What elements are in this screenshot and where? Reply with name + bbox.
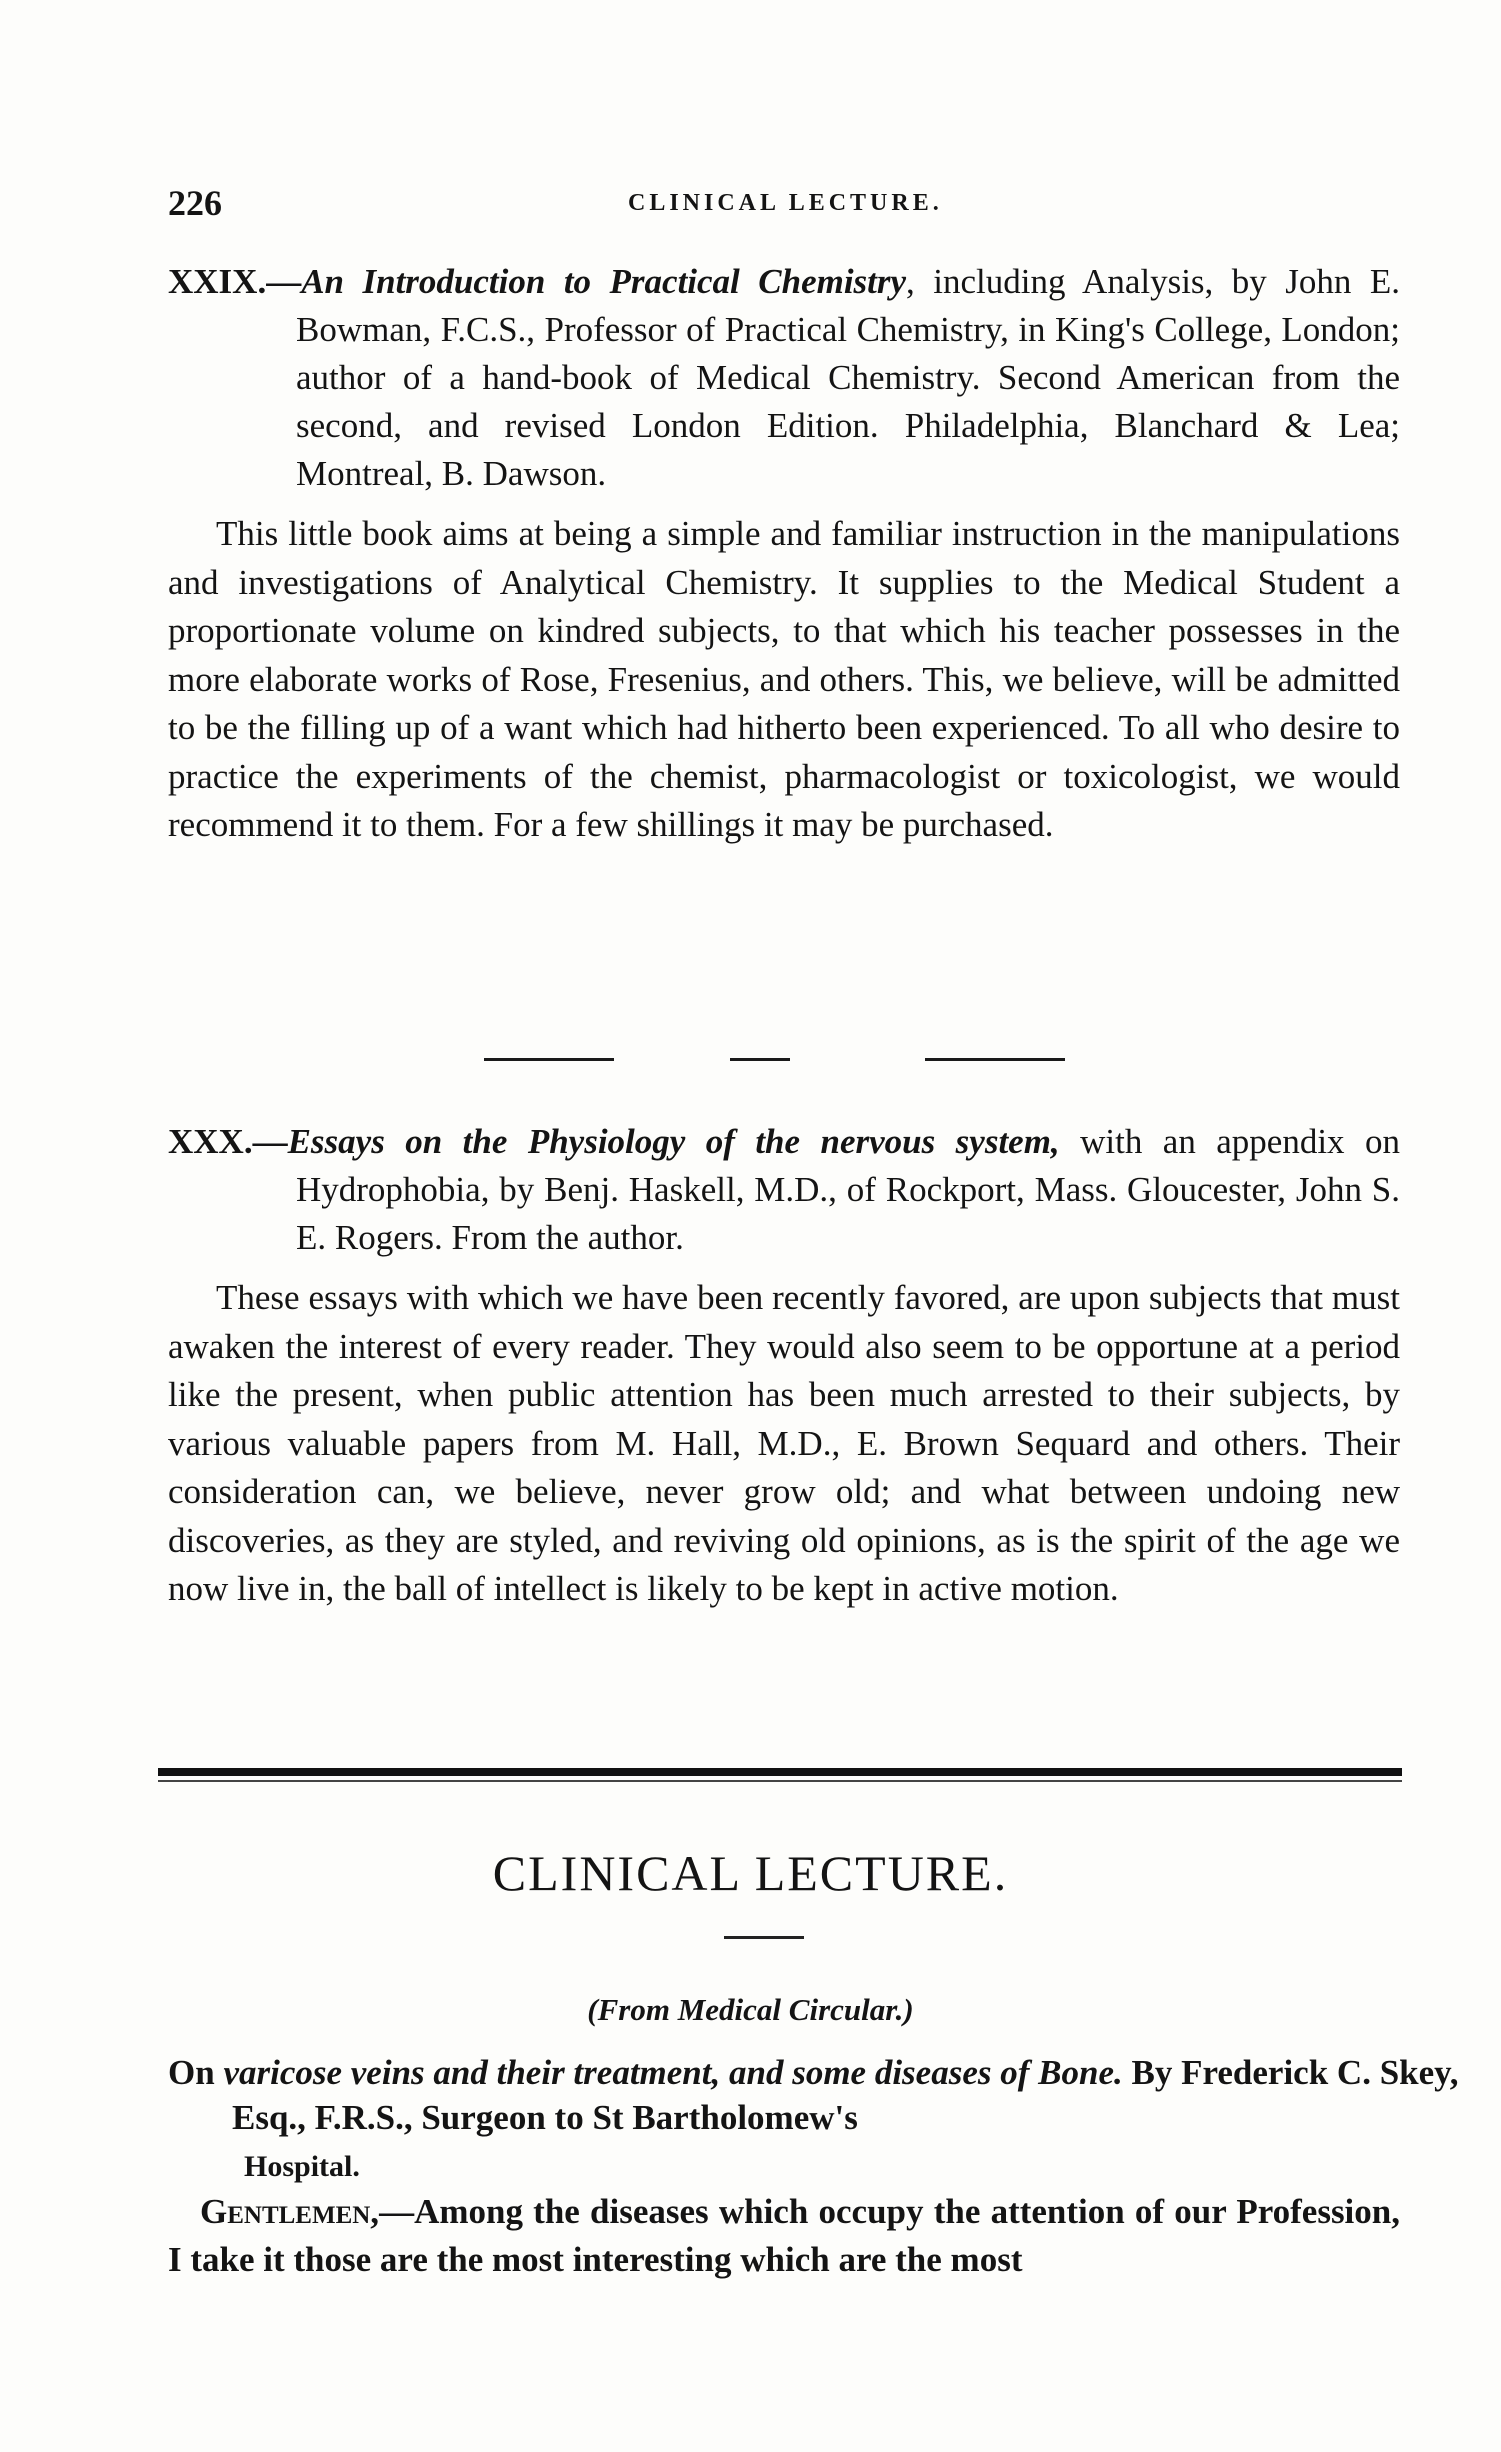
entry-heading	[168, 258, 1400, 498]
review-entry-xxix	[168, 258, 1400, 850]
entry-title: Essays on the Physiology of the nervous system,	[287, 1122, 1060, 1161]
entry-title: An Introduction to Practical Chemistry	[301, 262, 907, 301]
salutation: Gentlemen,	[200, 2192, 380, 2231]
section-divider-thin	[158, 1780, 1402, 1782]
entry-body: These essays with which we have been recently favored, are upon subjects that must awaken the interest of every reader. They would also seem to be opportune at a period like the present, when public attention has been much arrested to their subjects, by various valuable papers from M. Hall, M.D., E. Brown Sequard and others. Their consideration can, we believe, never grow old; and what between undoing new discoveries, as they are styled, and reviving old opinions, as is the spirit of the age we now live in, the ball of intellect is likely to be kept in active motion.	[168, 1278, 1400, 1608]
title-underline	[724, 1936, 804, 1939]
entry-dash: —	[252, 1122, 288, 1161]
section-divider-thick	[158, 1768, 1402, 1776]
lecture-title: CLINICAL LECTURE.	[492, 1845, 1009, 1901]
separator-rule	[925, 1058, 1065, 1061]
heading-byline: By Frederick C. Skey, Esq., F.R.S., Surgeon to St Bartholomew's	[232, 2053, 1459, 2137]
entry-details: , including Analysis, by John E. Bowman, F.C.S., Professor of Practical Chemistry, in King's College, London; author of a hand-book of Medical Chemistry. Second American from the second, and revised London Edition. Philadelphia, Blanchard & Lea; Montreal, B. Dawson.	[296, 262, 1400, 493]
review-entry-xxx	[168, 1118, 1400, 1614]
entry-number: XXX.	[168, 1122, 253, 1161]
running-head	[168, 182, 1408, 222]
heading-prefix: On	[168, 2053, 224, 2092]
entry-details: with an appendix on Hydrophobia, by Benj. Haskell, M.D., of Rockport, Mass. Gloucester, John S. E. Rogers. From the author.	[296, 1122, 1400, 1257]
entry-dash: —	[266, 262, 302, 301]
page-number: 226	[168, 183, 222, 223]
entry-number: XXIX.	[168, 262, 267, 301]
lecture-body	[168, 2188, 1400, 2284]
lecture-source: (From Medical Circular.)	[587, 1992, 914, 2027]
entry-heading	[168, 1118, 1400, 1262]
separator-rule	[484, 1058, 614, 1061]
lecture-hospital: Hospital.	[244, 2150, 360, 2183]
separator-rule	[730, 1058, 790, 1061]
heading-topic: varicose veins and their treatment, and some diseases of Bone.	[223, 2053, 1123, 2092]
running-title: CLINICAL LECTURE.	[628, 190, 943, 216]
lecture-text: —Among the diseases which occupy the attention of our Profession, I take it those are the most interesting which are the most	[168, 2192, 1400, 2279]
lecture-heading	[168, 2050, 1464, 2140]
entry-body: This little book aims at being a simple and familiar instruction in the manipulations and investigations of Analytical Chemistry. It supplies to the Medical Student a proportionate volume on kindred subjects, to that which his teacher possesses in the more elaborate works of Rose, Fresenius, and others. This, we believe, will be admitted to be the filling up of a want which had hitherto been experienced. To all who desire to practice the experiments of the chemist, pharmacologist or toxicologist, we would recommend it to them. For a few shillings it may be purchased.	[168, 514, 1400, 844]
